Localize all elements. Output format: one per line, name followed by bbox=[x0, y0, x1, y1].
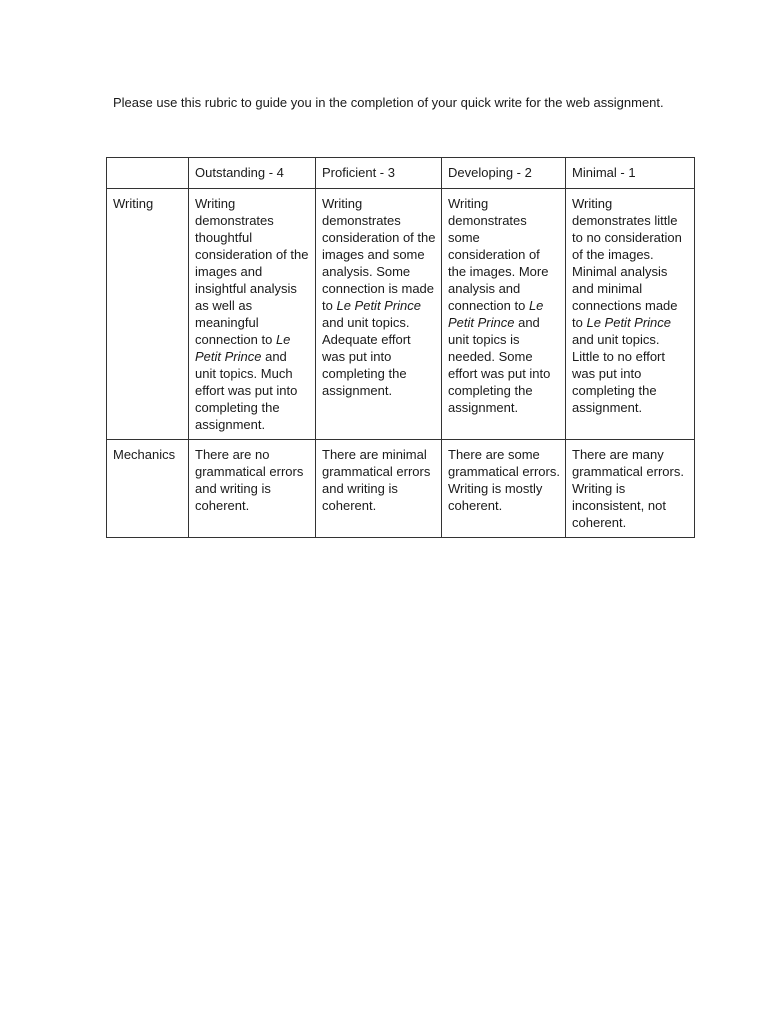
mechanics-outstanding-cell: There are no grammatical errors and writing is coherent. bbox=[189, 440, 316, 538]
level-header-developing: Developing - 2 bbox=[442, 158, 566, 189]
rubric-corner-cell bbox=[107, 158, 189, 189]
mechanics-developing-cell: There are some grammatical errors. Writing is mostly coherent. bbox=[442, 440, 566, 538]
writing-developing-cell bbox=[442, 189, 566, 440]
cell-text-before: Writing demonstrates consideration of the images and some analysis. Some connection is made to bbox=[322, 196, 436, 313]
cell-text-before: Writing demonstrates little to no consideration of the images. Minimal analysis and minimal connections made to bbox=[572, 196, 682, 330]
book-title: Le Petit Prince bbox=[336, 298, 422, 313]
book-title: Le Petit Prince bbox=[448, 298, 544, 330]
cell-text-after: and unit topics. Much effort was put into completing the assignment. bbox=[195, 349, 298, 432]
mechanics-proficient-cell: There are minimal grammatical errors and writing is coherent. bbox=[316, 440, 442, 538]
rubric-row-writing bbox=[107, 189, 695, 440]
mechanics-minimal-cell: There are many grammatical errors. Writing is inconsistent, not coherent. bbox=[566, 440, 695, 538]
cell-text-after: and unit topics is needed. Some effort was put into completing the assignment. bbox=[448, 315, 551, 415]
criterion-writing: Writing bbox=[107, 189, 189, 440]
writing-minimal-cell bbox=[566, 189, 695, 440]
cell-text-before: Writing demonstrates thoughtful consideration of the images and insightful analysis as well as meaningful connection to bbox=[195, 196, 309, 347]
writing-proficient-cell bbox=[316, 189, 442, 440]
level-header-minimal: Minimal - 1 bbox=[566, 158, 695, 189]
rubric-row-mechanics bbox=[107, 440, 695, 538]
rubric-table bbox=[106, 157, 695, 538]
cell-text-after: and unit topics. Adequate effort was put into completing the assignment. bbox=[322, 315, 411, 398]
level-header-proficient: Proficient - 3 bbox=[316, 158, 442, 189]
book-title: Le Petit Prince bbox=[195, 332, 291, 364]
intro-text: Please use this rubric to guide you in the completion of your quick write for the web assignment. bbox=[113, 95, 664, 110]
cell-text-after: and unit topics. Little to no effort was put into completing the assignment. bbox=[572, 332, 665, 415]
level-header-outstanding: Outstanding - 4 bbox=[189, 158, 316, 189]
criterion-mechanics: Mechanics bbox=[107, 440, 189, 538]
cell-text-before: Writing demonstrates some consideration of the images. More analysis and connection to bbox=[448, 196, 549, 313]
writing-outstanding-cell bbox=[189, 189, 316, 440]
rubric-header-row bbox=[107, 158, 695, 189]
book-title: Le Petit Prince bbox=[586, 315, 672, 330]
